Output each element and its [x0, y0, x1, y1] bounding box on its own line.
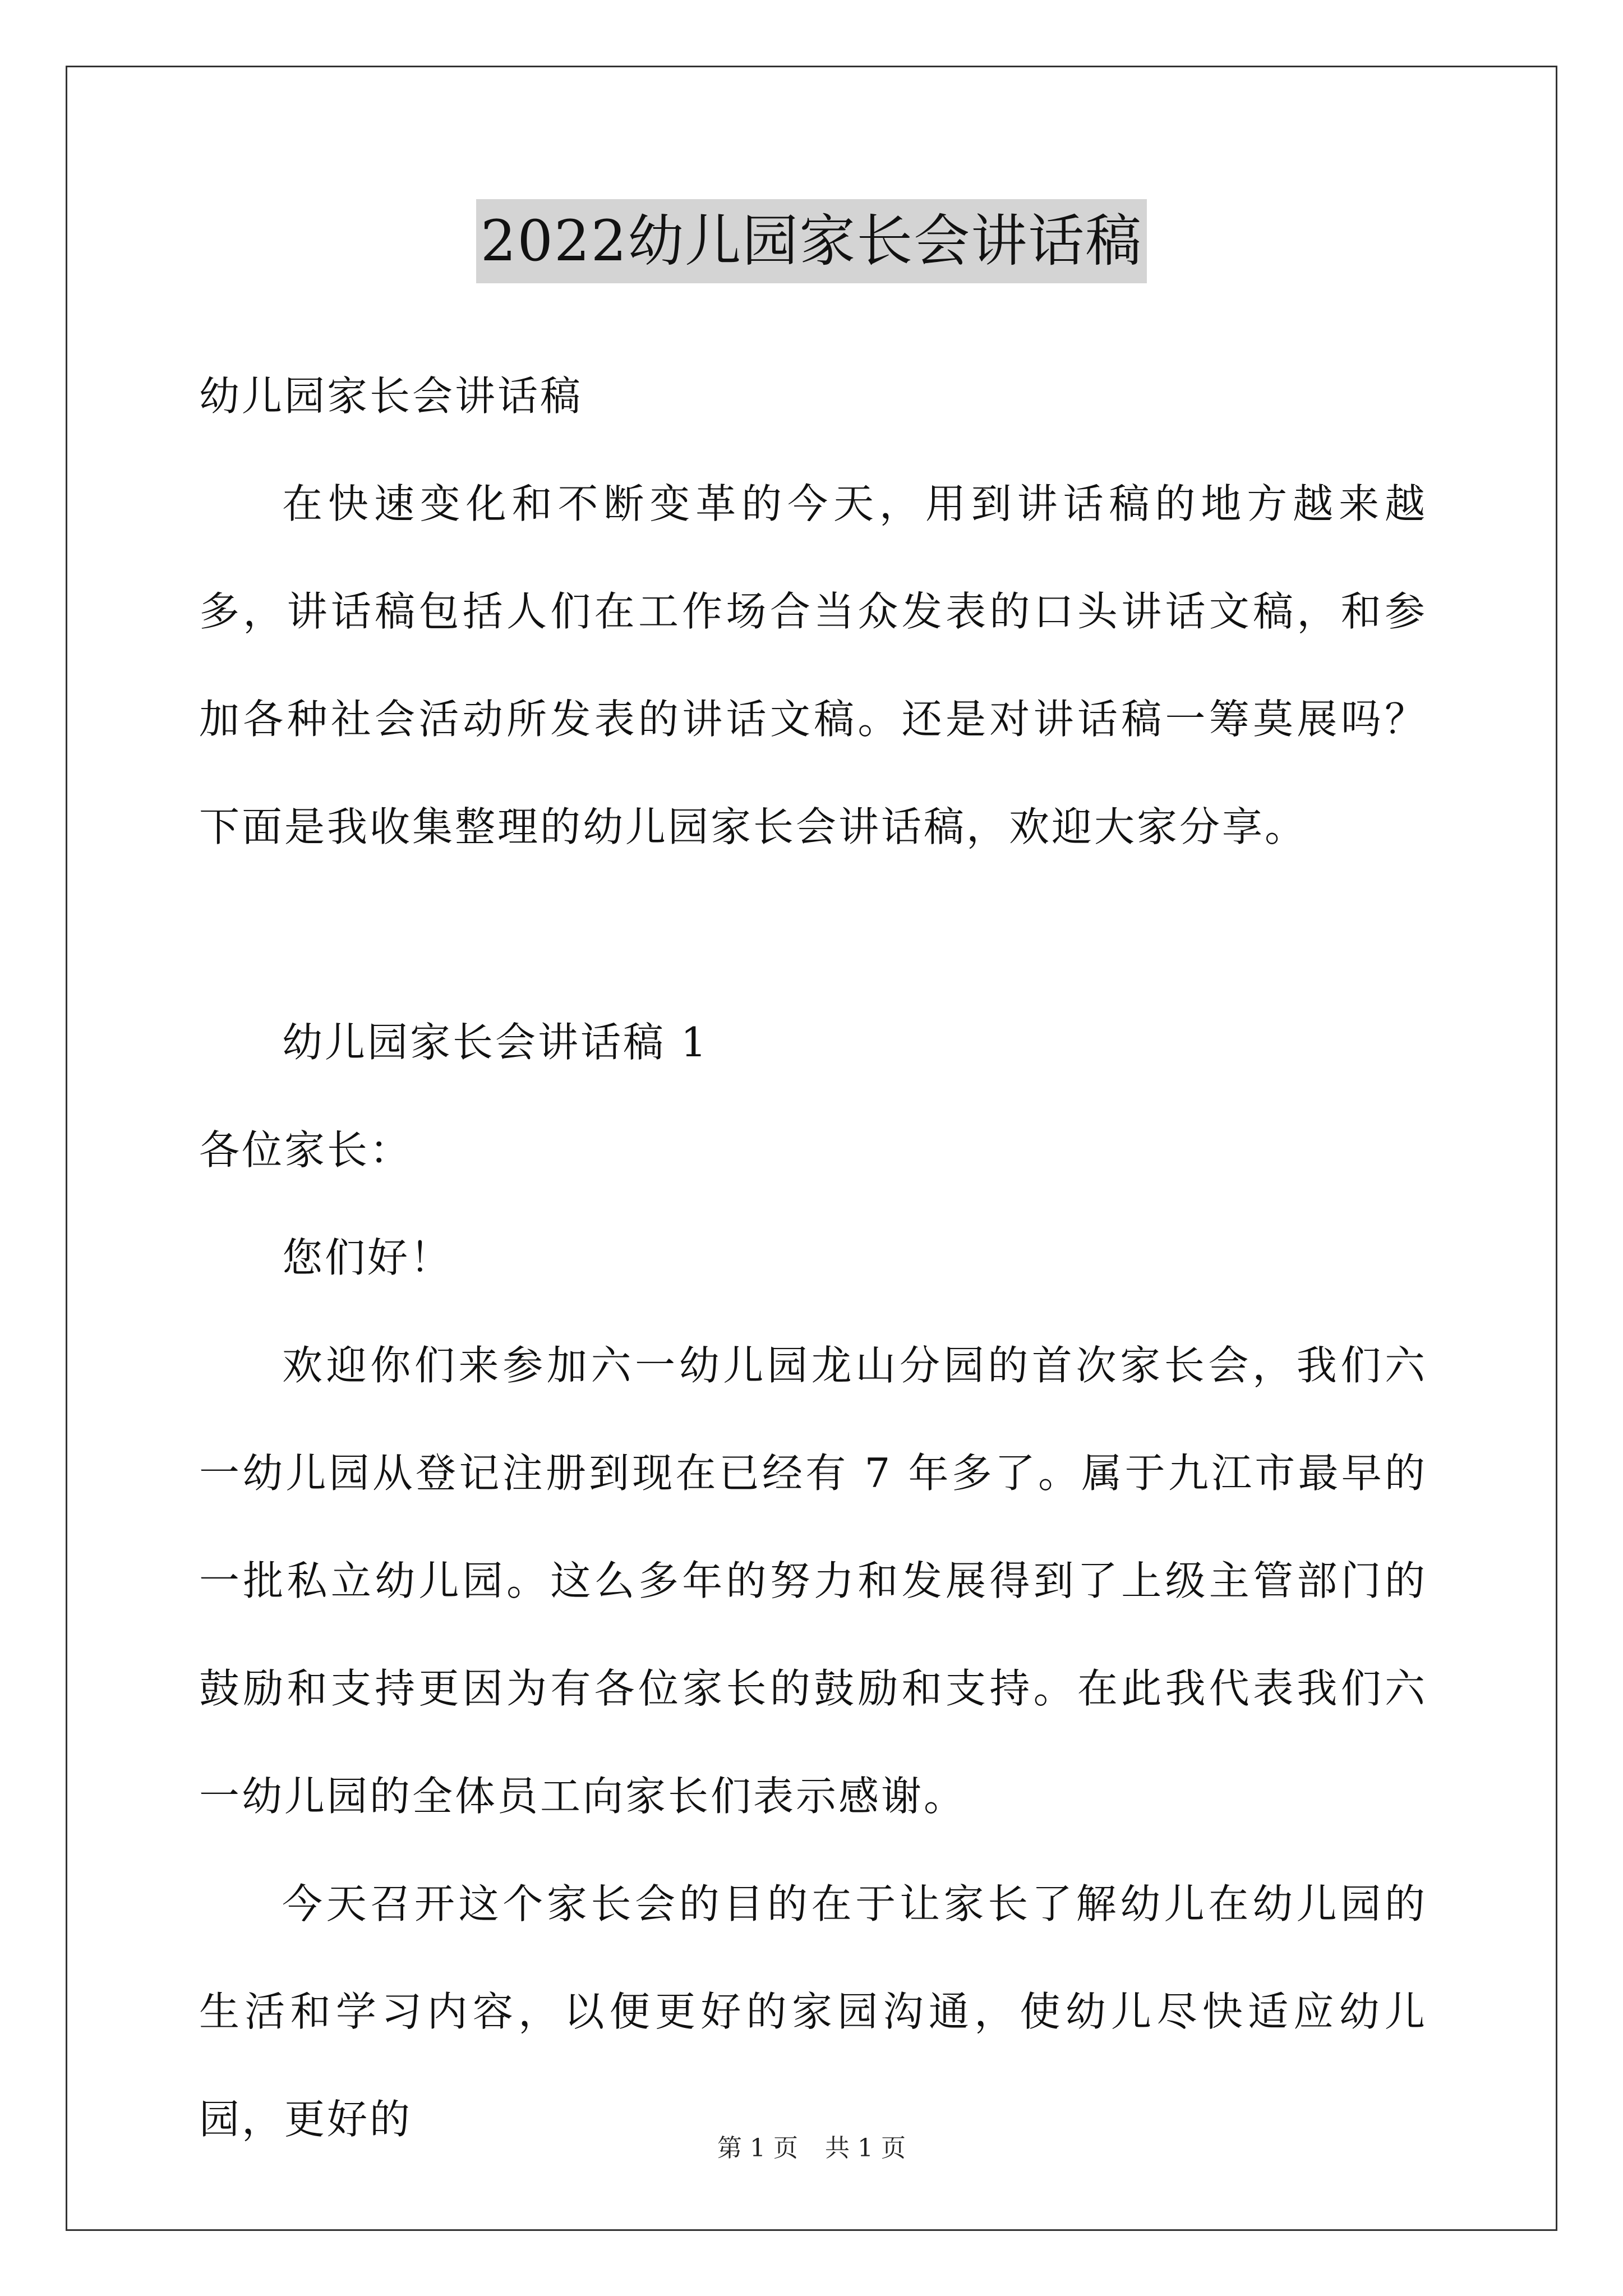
- salutation: 各位家长：: [199, 1126, 413, 1174]
- document-subtitle: 幼儿园家长会讲话稿: [199, 372, 583, 420]
- page-footer: [0, 2132, 1623, 2165]
- title-container: [0, 199, 1623, 283]
- intro-paragraph: 在快速变化和不断变革的今天，用到讲话稿的地方越来越多，讲话稿包括人们在工作场合当众发表的口头讲话文稿，和参加各种社会活动所发表的讲话文稿。还是对讲话稿一筹莫展吗？下面是我收集整理的幼儿园家长会讲话稿，欢迎大家分享。: [199, 480, 1427, 850]
- greeting: 您们好！: [282, 1234, 453, 1281]
- section-heading: 幼儿园家长会讲话稿 1: [282, 1019, 709, 1066]
- document-body: [199, 342, 1427, 2173]
- paragraph-gap: [199, 881, 1427, 988]
- body-paragraph-2: 今天召开这个家长会的目的在于让家长了解幼儿在幼儿园的生活和学习内容，以便更好的家园沟通，使幼儿尽快适应幼儿园，更好的: [199, 1880, 1427, 2143]
- body-paragraph-1: 欢迎你们来参加六一幼儿园龙山分园的首次家长会，我们六一幼儿园从登记注册到现在已经有 7 年多了。属于九江市最早的一批私立幼儿园。这么多年的努力和发展得到了上级主管部门的鼓励和支持更因为有各位家长的鼓励和支持。在此我代表我们六一幼儿园的全体员工向家长们表示感谢。: [199, 1342, 1427, 1820]
- document-title: 2022幼儿园家长会讲话稿: [476, 199, 1147, 283]
- page-number-total: 共 1 页: [825, 2134, 906, 2162]
- page-number-current: 第 1 页: [717, 2134, 798, 2162]
